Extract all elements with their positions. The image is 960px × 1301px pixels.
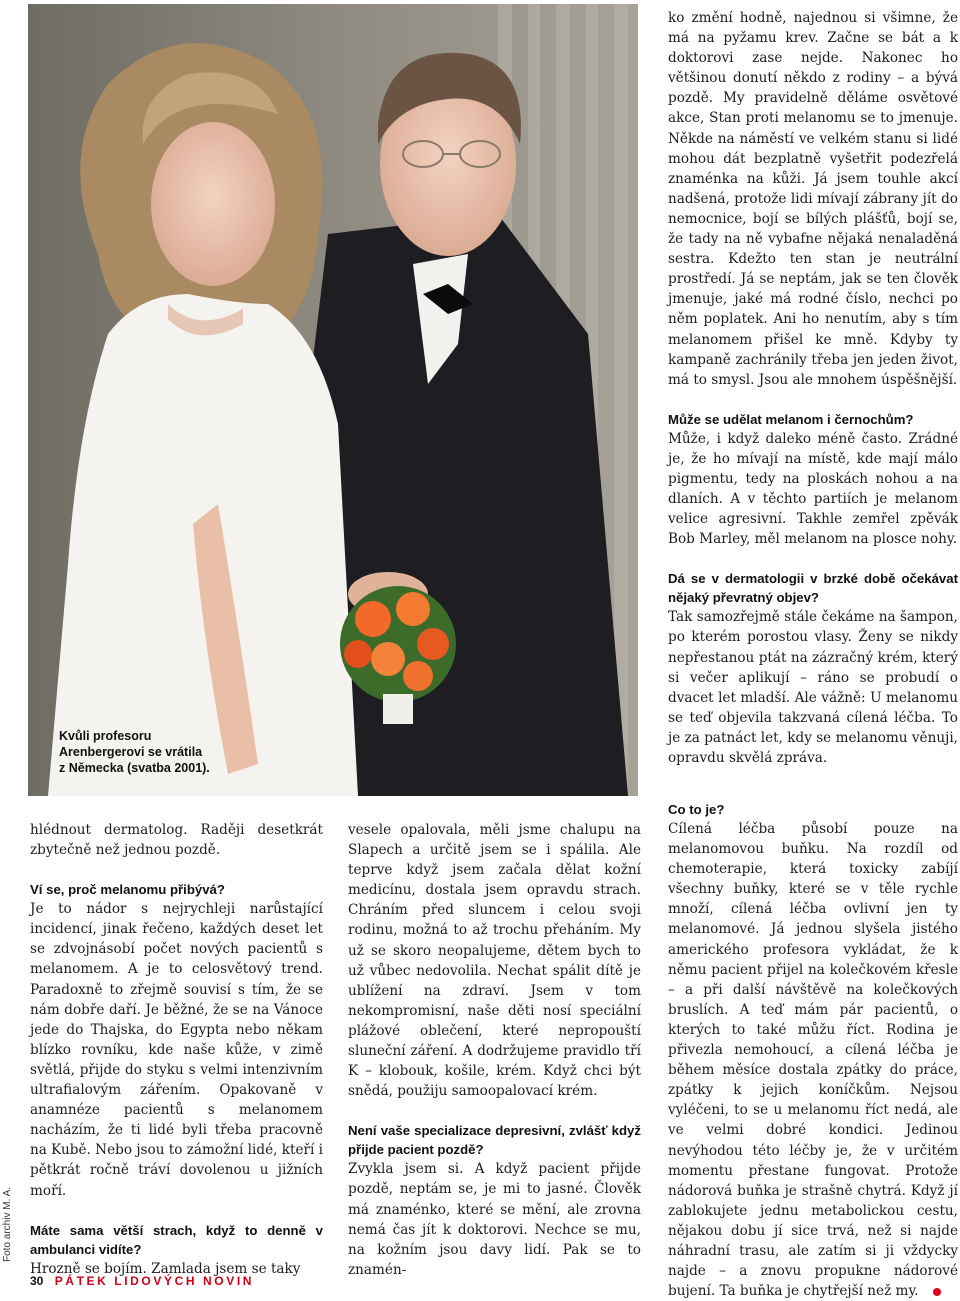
interview-answer: Je to nádor s nejrychleji narůstající incidencí, jinak řečeno, každých deset let se zdvojnásobí počet nových pacientů s melanomem. A je to celosvětový trend. Paradoxně to zřejmě souvisí s tím, že se nám dobře daří. Je běžné, že se na Vánoce jede do Thajska, do Egypta nebo někam blízko rovníku, kde naše kůže, v zimě světlá, přijde do styku s velmi intenzivním ultrafialovým zářením. Opakovaně v anamnéze pacientů s melanomem nacházím, že ti lidé byli třeba pracovně na Kubě. Nebo jsou to zámožní lidé, kteří i pětkrát ročně tráví dovolenou u jižních moří. [30, 901, 324, 1199]
interview-answer: Zvykla jsem si. A když pacient přijde pozdě, neptám se, je mi to jasné. Člověk má znaménko, které se mění, ale zrovna nemá čas jít k doktorovi. Nechce se mu, na kožním jsou davy lidí. Pak se to znamén- [348, 1161, 641, 1278]
article-column-left [30, 820, 323, 1279]
interview-question: Ví se, proč melanomu přibývá? [30, 882, 225, 898]
wedding-photo [28, 4, 638, 796]
paragraph: ko změní hodně, najednou si všimne, že má na pyžamu krev. Začne se bát a k doktorovi zase nejde. Nakonec ho většinou donutí někdo z rodiny – a bývá pozdě. My pravidelně děláme osvětové akce, Stan proti melanomu se to jmenuje. Někde na náměstí ve velkém stanu si lidé mohou dát bezplatně vyšetřit podezřelá znaménka na kůži. Já jsem touhle akcí nadšená, protože lidi mívají zábrany jít do nemocnice, bojí se bílých plášťů, bojí se, že tady na ně vybafne nějaká nenaladěná sestra. Kdežto ten stan je neutrální prostředí. Já se neptám, jak se ten člověk jmenuje, jaké má rodné číslo, nechci po něm poplatek. Ani ho nenutím, aby s tím melanomem přišel ke mně. Kdyby ty kampaně zachránily třeba jen jeden život, má to smysl. Jsou ale mnohem úspěšnější. [668, 10, 958, 388]
article-column-middle [348, 820, 641, 1280]
interview-question: Máte sama větší strach, když to denně v ambulanci vidíte? [30, 1222, 323, 1257]
wedding-photo-illustration [28, 4, 638, 796]
end-mark-icon [933, 1288, 941, 1296]
page-number: 30 [30, 1274, 44, 1288]
interview-answer: Může, i když daleko méně často. Zrádné je, že ho mívají na místě, kde mají málo pigmentu, tedy na ploskách nohou a na dlaních. A v těchto partiích je melanom velice agresivní. Takhle zemřel zpěvák Bob Marley, měl melanom na plosce nohy. [668, 430, 958, 548]
photo-credit: Foto archiv M. A. [2, 1186, 13, 1262]
paragraph: vesele opalovala, měli jsme chalupu na Slapech a určitě jsem se i spálila. Ale teprve když jsem začala dělat kožní medicínu, dostala jsem opravdu strach. Chráním před sluncem i celou svoji rodinu, možná to až trochu přeháním. My už se skoro neopalujeme, dětem bych to už vůbec nedovolila. Nechat spálit dítě je ublížení na zdraví. Jsem v tom nekompromisní, naše děti nosí speciální plážové oblečení, které nepropouští sluneční záření. A dodržujeme pravidlo tří K – klobouk, košile, krém. Když chci být snědá, použiju samoopalovací krém. [348, 822, 641, 1100]
interview-answer [668, 819, 958, 1301]
publication-name: PÁTEK LIDOVÝCH NOVIN [54, 1274, 255, 1288]
article-column-right-top [668, 8, 958, 768]
interview-answer: Hrozně se bojím. Zamlada jsem se taky [30, 1260, 301, 1277]
paragraph: hlédnout dermatolog. Raději desetkrát zbytečně než jednou pozdě. [30, 822, 323, 859]
interview-question: Dá se v dermatologii v brzké době očekávat nějaký převratný objev? [668, 571, 958, 606]
interview-answer: Tak samozřejmě stále čekáme na šampon, po kterém porostou vlasy. Ženy se nikdy nepřestanou ptát na zázračný krém, který si večer aplikují – ráno se probudí o dvacet let mladší. Ale vážně: U melanomu se teď objevila takzvaná cílená léčba. To je za patnáct let, kdy se melanomu věnuji, opravdu skvělá zpráva. [668, 609, 958, 766]
article-column-right-bottom [668, 800, 958, 1301]
photo-caption: Kvůli profesoru Arenbergerovi se vrátila z Německa (svatba 2001). [59, 729, 210, 775]
page-footer [30, 1274, 254, 1288]
answer-text: Cílená léčba působí pouze na melanomovou buňku. Na rozdíl od chemoterapie, která toxicky zabíjí všechny buňky, které se v těle rychle množí, cílená léčba ovlivní jen ty melanomové. Já jednou slyšela jistého amerického profesora vykládat, že k němu pacient přijel na kolečkovém křesle – a při další návštěvě na kolečkových bruslích. A teď mám pár pacientů, o kterých to také můžu říct. Rodina je přivezla nemohoucí, a cílená léčba je během měsíce dostala zpátky do práce, zpátky k jejich koníčkům. Nejsou vyléčeni, to se u melanomu říct nedá, ale ve velmi dobré kondici. Jedinou nevýhodou této léčby je, že v určitém momentu přestane fungovat. Protože nádorová buňka je strašně chytrá. Když jí zablokujete jednu metabolickou cestu, nějakou dobu jí sice trvá, než si najde náhradní trasu, ale zatím si ji vždycky najde – a znovu propukne nádorové bujení. Ta buňka je chytřejší než my. [668, 821, 958, 1300]
interview-question: Co to je? [668, 802, 725, 817]
interview-question: Může se udělat melanom i černochům? [668, 411, 914, 427]
interview-question: Není vaše specializace depresivní, zvlášť když přijde pacient pozdě? [348, 1123, 641, 1158]
